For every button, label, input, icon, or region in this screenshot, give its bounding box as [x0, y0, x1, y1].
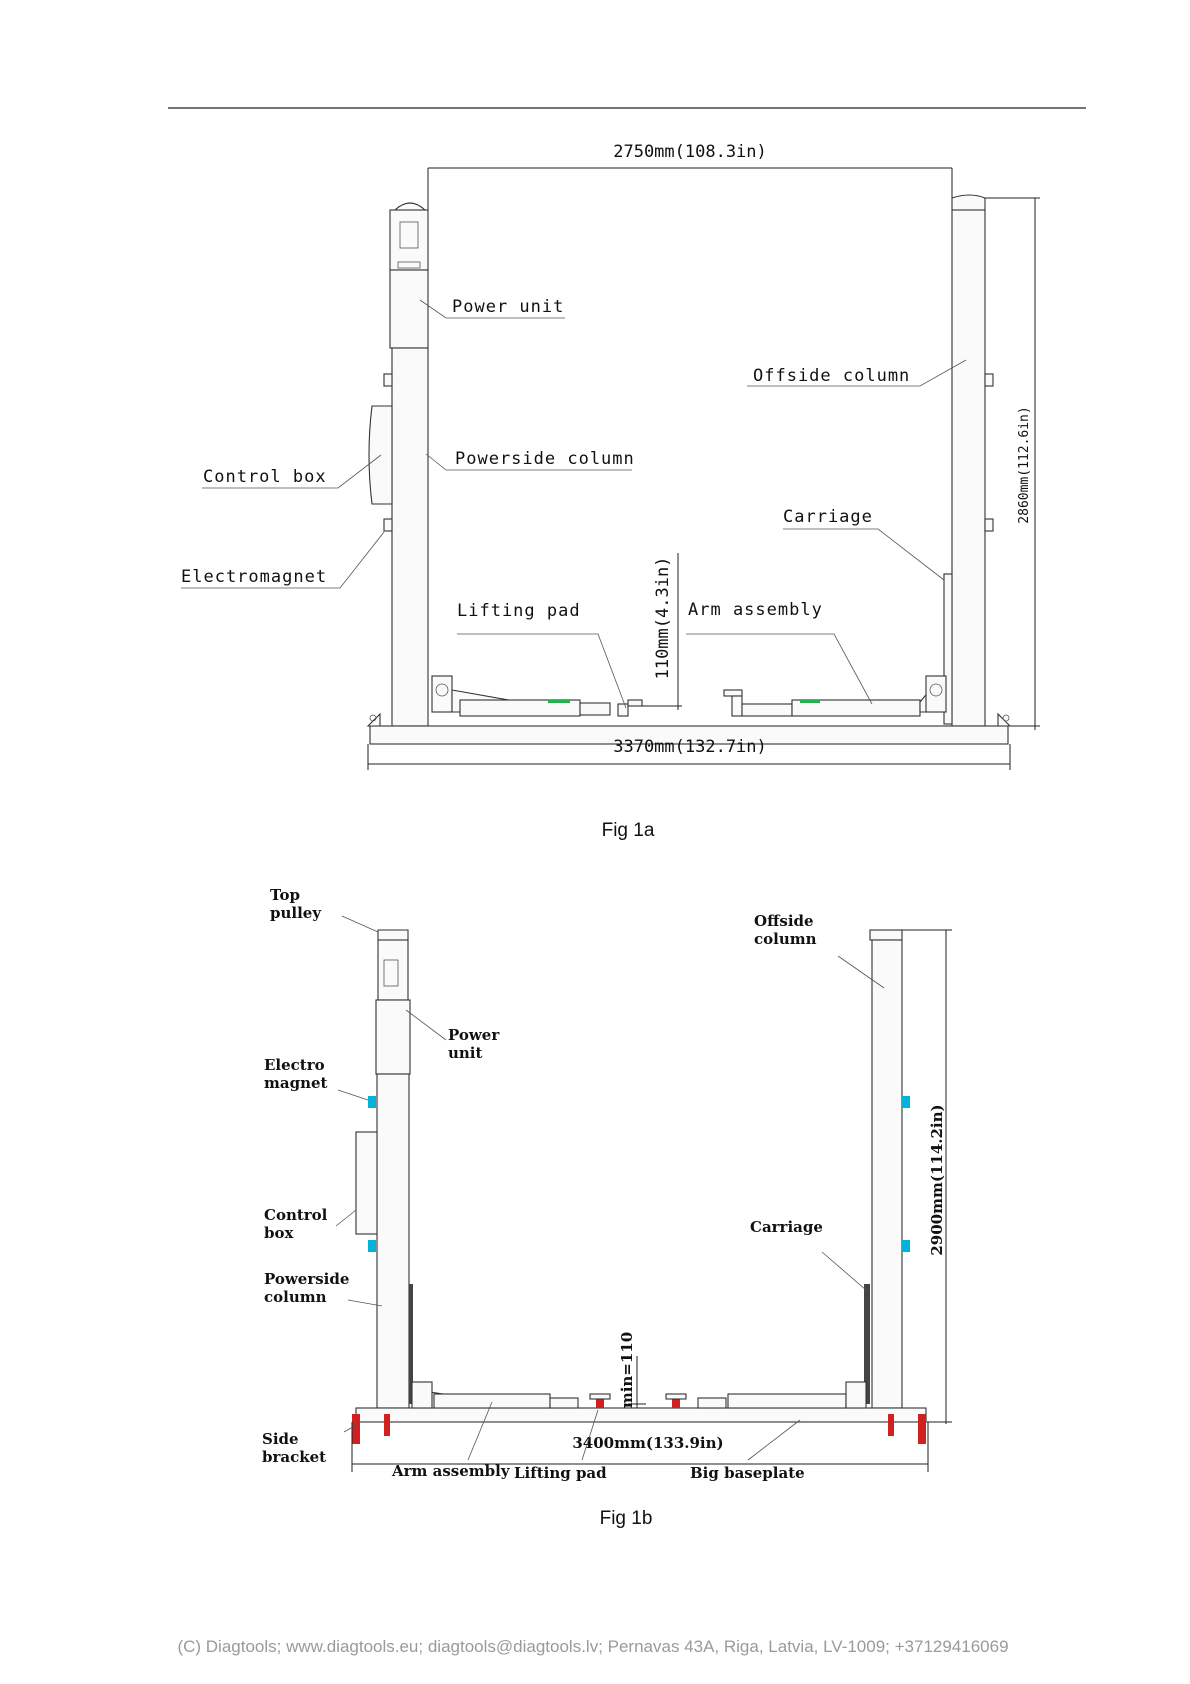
fig1b-label-electro-magnet-1: Electro: [264, 1056, 325, 1074]
fig1a-power-unit-box: [390, 210, 428, 270]
fig1b-diagram: [262, 886, 952, 1482]
fig1a-powerside-column: [392, 348, 428, 726]
fig1b-control-box: [356, 1132, 377, 1234]
footer-contact: (C) Diagtools; www.diagtools.eu; diagtools@diagtools.lv; Pernavas 43A, Riga, Latvia, LV-1009; +37129416069: [177, 1637, 1009, 1656]
fig1b-label-top-pulley-1: Top: [270, 886, 300, 904]
fig1b-label-control-box-1: Control: [264, 1206, 328, 1224]
fig1b-label-powerside-column-1: Powerside: [264, 1270, 350, 1288]
fig1a-label-power-unit: Power unit: [452, 297, 565, 317]
fig1a-label-lifting-pad: Lifting pad: [457, 601, 581, 621]
fig1b-left-arm: [434, 1394, 550, 1408]
fig1a-label-control-box: Control box: [203, 467, 327, 487]
fig1b-big-baseplate: [356, 1408, 926, 1422]
fig1a-dim-overall-width: 3370mm(132.7in): [613, 737, 767, 757]
fig1b-label-power-unit-2: unit: [448, 1044, 483, 1062]
fig1a-label-arm-assembly: Arm assembly: [688, 600, 823, 620]
fig1b-label-big-baseplate: Big baseplate: [690, 1464, 805, 1482]
fig1a-dim-inner-width: 2750mm(108.3in): [613, 142, 767, 162]
fig1a-dim-height: 2860mm(112.6in): [1017, 406, 1032, 524]
fig1a-dim-pad-height: 110mm(4.3in): [653, 556, 673, 680]
fig1b-label-carriage: Carriage: [750, 1218, 823, 1236]
fig1b-label-top-pulley-2: pulley: [270, 904, 322, 922]
fig1b-label-arm-assembly: Arm assembly: [392, 1462, 510, 1480]
fig1b-label-side-bracket-2: bracket: [262, 1448, 327, 1466]
fig1a-label-electromagnet: Electromagnet: [181, 567, 328, 587]
fig1b-dim-overall-width: 3400mm(133.9in): [572, 1434, 724, 1452]
fig1b-caption: Fig 1b: [599, 1508, 653, 1529]
fig1b-side-bracket: [352, 1414, 360, 1444]
fig1b-electromagnet: [368, 1096, 376, 1108]
fig1b-label-power-unit-1: Power: [448, 1026, 500, 1044]
fig1a-diagram: [181, 142, 1040, 770]
fig1b-dim-height: 2900mm(114.2in): [928, 1104, 946, 1256]
fig1a-label-carriage: Carriage: [783, 507, 873, 527]
fig1a-power-unit: [390, 270, 428, 348]
fig1b-label-electro-magnet-2: magnet: [264, 1074, 328, 1092]
fig1b-label-powerside-column-2: column: [264, 1288, 327, 1306]
fig1b-offside-column: [872, 940, 902, 1408]
fig1b-power-unit: [376, 1000, 410, 1074]
fig1a-label-offside-column: Offside column: [753, 366, 911, 386]
fig1a-offside-column: [952, 210, 985, 726]
fig1a-label-powerside-column: Powerside column: [455, 449, 635, 469]
fig1b-label-offside-column-1: Offside: [754, 912, 814, 930]
fig1a-electromagnet: [384, 519, 392, 531]
fig1a-caption: Fig 1a: [601, 820, 655, 841]
fig1b-powerside-column: [377, 1074, 409, 1408]
fig1b-top-pulley: [378, 930, 408, 940]
fig1b-label-offside-column-2: column: [754, 930, 817, 948]
fig1b-right-arm: [728, 1394, 846, 1408]
fig1b-label-lifting-pad: Lifting pad: [514, 1464, 607, 1482]
fig1b-dim-min-height: min=110: [618, 1331, 636, 1409]
fig1b-label-side-bracket-1: Side: [262, 1430, 299, 1448]
fig1b-label-control-box-2: box: [264, 1224, 294, 1242]
fig1a-lifting-pad: [618, 704, 628, 716]
